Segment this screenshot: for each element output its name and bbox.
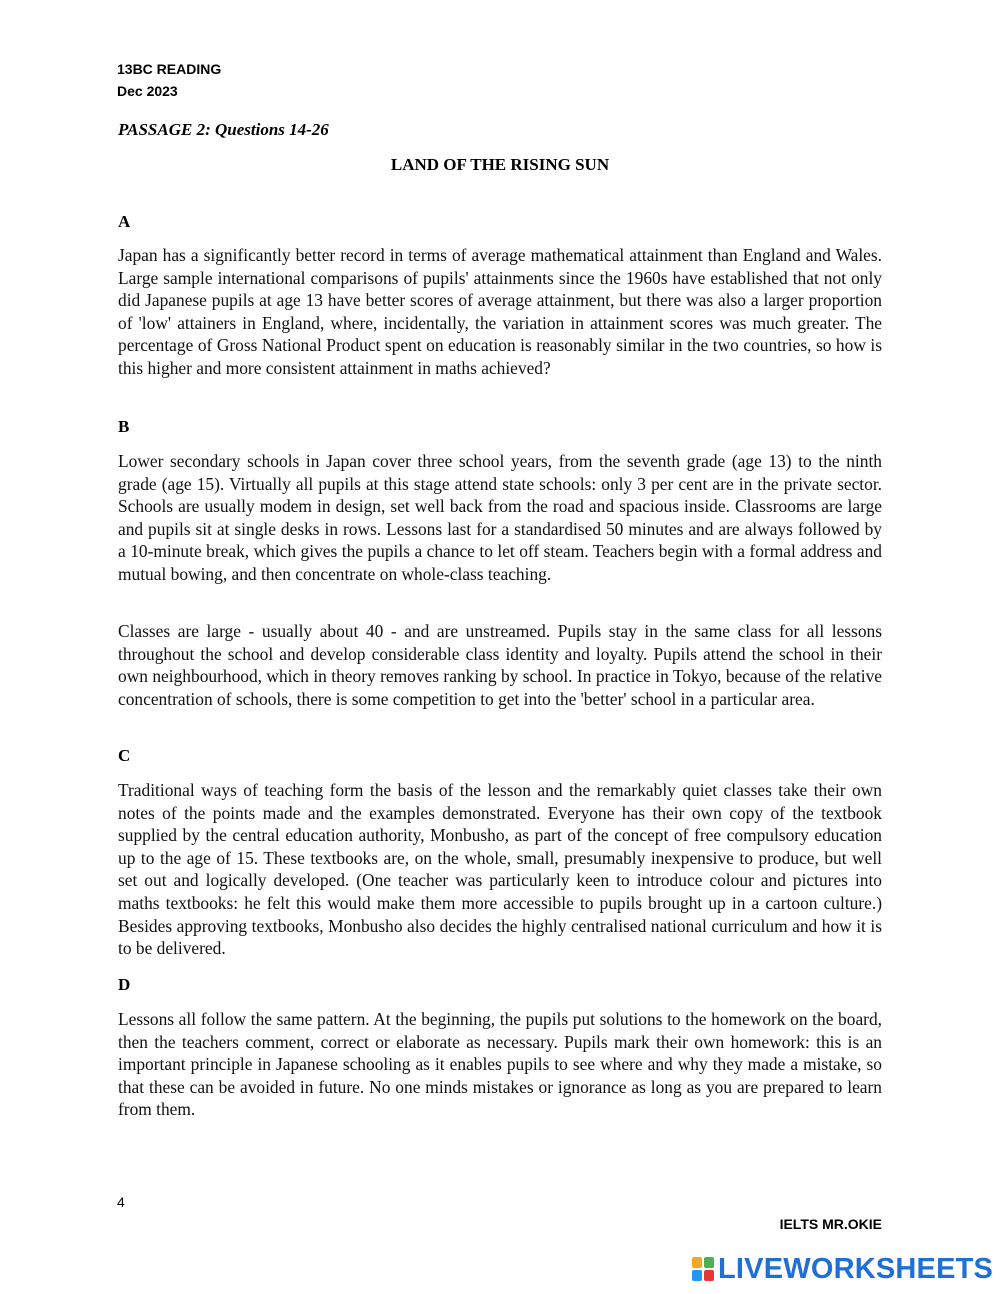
logo-square-icon xyxy=(704,1270,714,1281)
section-c-label: C xyxy=(118,746,131,765)
section-b-paragraph-2: Classes are large - usually about 40 - and are unstreamed. Pupils stay in the same class for all lessons throughout the school and develop considerable class identity and loyalty. Pupils attend the school in their own neighbourhood, which in theory removes ranking by school. In practice in Tokyo, because of the relative concentration of schools, there is some competition to get into the 'better' school in a particular area. xyxy=(118,621,882,709)
section-a-paragraph: Japan has a significantly better record in terms of average mathematical attainment than England and Wales. Large sample international comparisons of pupils' attainments since the 1960s have established that not only did Japanese pupils at age 13 have better scores of average attainment, but there was also a larger proportion of 'low' attainers in England, where, incidentally, the variation in attainment scores was much greater. The percentage of Gross National Product spent on education is reasonably similar in the two countries, so how is this higher and more consistent attainment in maths achieved? xyxy=(118,245,882,378)
section-b-label: B xyxy=(118,417,130,436)
header-date: Dec 2023 xyxy=(117,83,178,99)
section-a-label: A xyxy=(118,212,131,231)
liveworksheets-icon xyxy=(692,1257,714,1281)
logo-square-icon xyxy=(692,1257,702,1268)
liveworksheets-brand: LIVEWORKSHEETS xyxy=(718,1252,994,1285)
section-d-label: D xyxy=(118,975,131,994)
page-title: LAND OF THE RISING SUN xyxy=(390,155,610,174)
section-b-paragraph-1: Lower secondary schools in Japan cover three school years, from the seventh grade (age 13) to the ninth grade (age 15). Virtually all pupils at this stage attend state schools: only 3 per cent are in the private sector. Schools are usually modem in design, set well back from the road and spacious inside. Classrooms are large and pupils sit at single desks in rows. Lessons last for a standardised 50 minutes and are always followed by a 10-minute break, which gives the pupils a chance to let off steam. Teachers begin with a formal address and mutual bowing, and then concentrate on whole-class teaching. xyxy=(118,451,882,584)
logo-square-icon xyxy=(692,1270,702,1281)
section-d-paragraph: Lessons all follow the same pattern. At the beginning, the pupils put solutions to the homework on the board, then the teachers comment, correct or elaborate as necessary. Pupils mark their own homework: this is an important principle in Japanese schooling as it enables pupils to see where and why they made a mistake, so that these can be avoided in future. No one minds mistakes or ignorance as long as you are prepared to learn from them. xyxy=(118,1009,882,1120)
footer-credit: IELTS MR.OKIE xyxy=(779,1216,882,1232)
passage-title: PASSAGE 2: Questions 14-26 xyxy=(118,120,329,139)
logo-square-icon xyxy=(704,1257,714,1268)
liveworksheets-logo[interactable] xyxy=(692,1254,993,1284)
section-c-paragraph: Traditional ways of teaching form the basis of the lesson and the remarkably quiet classes take their own notes of the points made and the examples demonstrated. Everyone has their own copy of the textbook supplied by the central education authority, Monbusho, as part of the concept of free compulsory education up to the age of 15. These textbooks are, on the whole, small, presumably inexpensive to produce, but well set out and logically developed. (One teacher was particularly keen to introduce colour and pictures into maths textbooks: he felt this would make them more accessible to pupils brought up in a cartoon culture.) Besides approving textbooks, Monbusho also decides the highly centralised national curriculum and how it is to be delivered. xyxy=(118,780,882,959)
header-course: 13BC READING xyxy=(117,61,222,77)
page-number: 4 xyxy=(117,1194,125,1210)
